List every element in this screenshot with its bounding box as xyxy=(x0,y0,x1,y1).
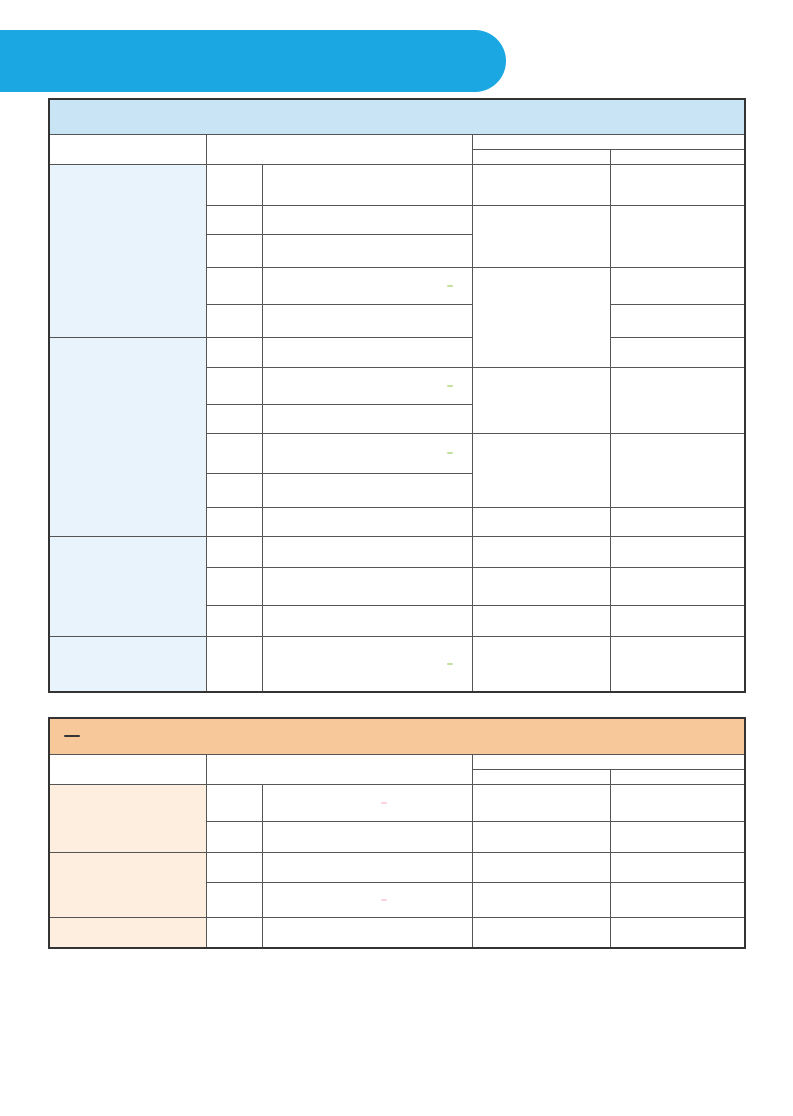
internet-period xyxy=(472,852,610,882)
phone-period xyxy=(610,433,745,507)
childcare-badge xyxy=(447,385,453,387)
dates-wrap xyxy=(266,663,469,665)
schedule-row xyxy=(49,164,745,205)
internet-period xyxy=(472,636,610,692)
schedule-row xyxy=(49,917,745,948)
venue-name xyxy=(49,917,206,948)
table2-title-row xyxy=(58,728,741,745)
phone-period xyxy=(610,507,745,536)
exam-dates xyxy=(262,507,472,536)
col-period xyxy=(472,134,745,149)
childcare-badge xyxy=(447,452,453,454)
exam-month xyxy=(206,536,262,567)
dates-wrap xyxy=(266,802,469,804)
exam-month xyxy=(206,605,262,636)
internet-period xyxy=(472,536,610,567)
schedule-table-2 xyxy=(48,717,746,949)
exam-dates xyxy=(262,784,472,821)
exam-month xyxy=(206,234,262,267)
exam-dates xyxy=(262,267,472,304)
internet-period xyxy=(472,784,610,821)
exam-dates xyxy=(262,234,472,267)
dates-wrap xyxy=(266,452,469,454)
exam-month xyxy=(206,367,262,404)
phone-period xyxy=(610,821,745,852)
phone-period xyxy=(610,205,745,267)
exam-dates xyxy=(262,882,472,917)
table1-body xyxy=(49,164,745,692)
internet-period xyxy=(472,267,610,367)
dates-wrap xyxy=(266,899,469,901)
internet-period xyxy=(472,433,610,507)
dates-wrap xyxy=(266,285,469,287)
venue-name xyxy=(49,164,206,337)
table2-body xyxy=(49,784,745,948)
exam-dates xyxy=(262,404,472,433)
no-stomach-note xyxy=(64,735,80,737)
exam-month xyxy=(206,164,262,205)
phone-period xyxy=(610,536,745,567)
internet-period xyxy=(472,205,610,267)
exam-dates xyxy=(262,821,472,852)
exam-dates xyxy=(262,164,472,205)
internet-period xyxy=(472,367,610,433)
schedule-row xyxy=(49,536,745,567)
schedule-row xyxy=(49,636,745,692)
phone-period xyxy=(610,852,745,882)
col-phone xyxy=(610,769,745,784)
col-internet xyxy=(472,769,610,784)
exam-dates xyxy=(262,852,472,882)
exam-month xyxy=(206,636,262,692)
internet-period xyxy=(610,304,745,337)
phone-period xyxy=(610,917,745,948)
internet-period xyxy=(472,917,610,948)
schedule-table-1 xyxy=(48,98,746,693)
lift-vehicle-badge xyxy=(381,899,387,901)
internet-period xyxy=(472,882,610,917)
page-title xyxy=(0,30,506,92)
phone-period xyxy=(610,567,745,605)
schedule-row xyxy=(49,852,745,882)
exam-dates xyxy=(262,605,472,636)
exam-month xyxy=(206,433,262,473)
phone-period xyxy=(610,164,745,205)
venue-name xyxy=(49,852,206,917)
internet-period xyxy=(472,164,610,205)
phone-period xyxy=(610,367,745,433)
col-date xyxy=(206,134,472,164)
exam-dates xyxy=(262,337,472,367)
table2-header xyxy=(49,718,745,754)
internet-period xyxy=(472,605,610,636)
schedule-row xyxy=(49,784,745,821)
internet-period xyxy=(472,507,610,536)
exam-dates xyxy=(262,636,472,692)
exam-dates xyxy=(262,205,472,234)
venue-name xyxy=(49,536,206,636)
venue-name xyxy=(49,337,206,536)
childcare-badge xyxy=(447,663,453,665)
phone-period xyxy=(610,784,745,821)
exam-dates xyxy=(262,367,472,404)
dates-wrap xyxy=(266,385,469,387)
exam-month xyxy=(206,404,262,433)
col-venue xyxy=(49,754,206,784)
exam-month xyxy=(206,267,262,304)
exam-month xyxy=(206,917,262,948)
exam-month xyxy=(206,205,262,234)
venue-name xyxy=(49,784,206,852)
phone-period xyxy=(610,605,745,636)
exam-month xyxy=(206,567,262,605)
exam-month xyxy=(206,304,262,337)
childcare-badge xyxy=(447,285,453,287)
phone-period xyxy=(610,636,745,692)
col-internet xyxy=(472,149,610,164)
col-venue xyxy=(49,134,206,164)
title-banner xyxy=(0,30,506,92)
exam-dates xyxy=(262,536,472,567)
exam-month xyxy=(206,852,262,882)
exam-month xyxy=(206,337,262,367)
exam-dates xyxy=(262,473,472,507)
col-date xyxy=(206,754,472,784)
col-phone xyxy=(610,149,745,164)
exam-month xyxy=(206,821,262,852)
phone-period xyxy=(610,882,745,917)
lift-vehicle-badge xyxy=(381,802,387,804)
exam-dates xyxy=(262,433,472,473)
internet-period xyxy=(610,337,745,367)
exam-dates xyxy=(262,917,472,948)
exam-month xyxy=(206,784,262,821)
col-period xyxy=(472,754,745,769)
exam-dates xyxy=(262,567,472,605)
exam-month xyxy=(206,473,262,507)
exam-month xyxy=(206,507,262,536)
exam-dates xyxy=(262,304,472,337)
table1-header xyxy=(49,99,745,134)
internet-period xyxy=(472,567,610,605)
exam-month xyxy=(206,882,262,917)
internet-period xyxy=(472,821,610,852)
schedule-row xyxy=(49,337,745,367)
phone-period xyxy=(610,267,745,304)
venue-name xyxy=(49,636,206,692)
